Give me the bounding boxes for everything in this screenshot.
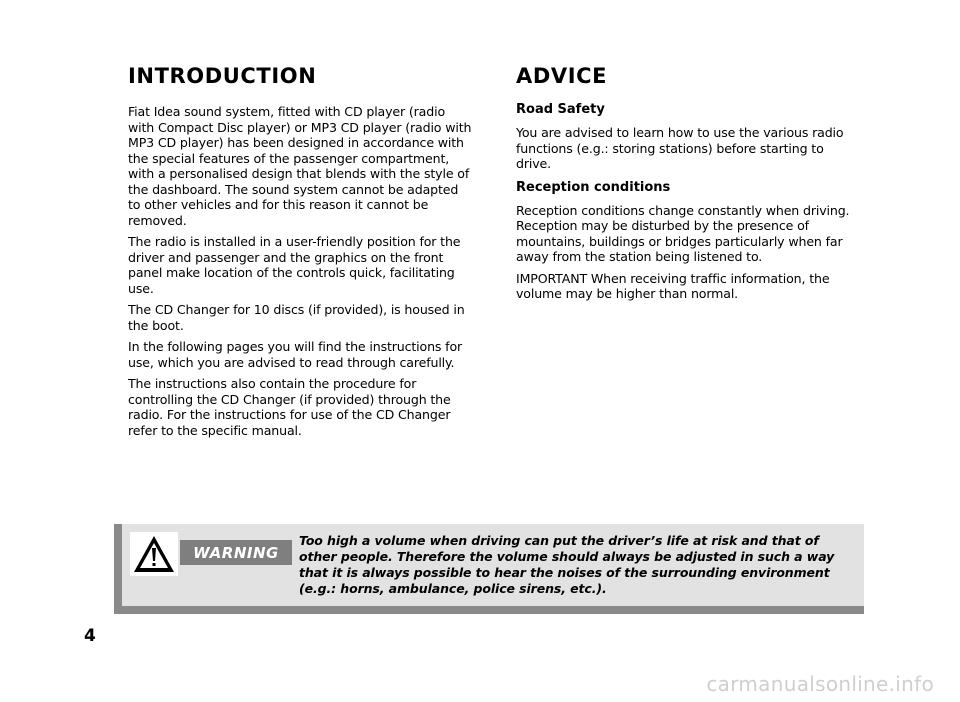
advice-heading: ADVICE: [516, 64, 608, 88]
road-safety-text: You are advised to learn how to use the various radio functions (e.g.: storing stations) before starting to drive.: [516, 125, 844, 171]
warning-triangle-icon: [130, 532, 178, 576]
introduction-paragraph: The radio is installed in a user-friendly position for the driver and passenger and the graphics on the front panel make location of the controls quick, facilitating use.: [128, 234, 461, 296]
introduction-paragraph: The instructions also contain the procedure for controlling the CD Changer (if provided) through the radio. For the instructions for use of the CD Changer refer to the specific manual.: [128, 376, 451, 438]
introduction-heading: INTRODUCTION: [128, 64, 317, 88]
important-note: IMPORTANT When receiving traffic information, the volume may be higher than normal.: [516, 270, 830, 301]
watermark: carmanualsonline.info: [706, 672, 934, 696]
road-safety-title: Road Safety: [516, 102, 605, 117]
warning-box-edge: [114, 524, 122, 614]
warning-box-edge: [114, 606, 864, 614]
advice-section: [516, 62, 861, 308]
introduction-paragraph: The CD Changer for 10 discs (if provided), is housed in the boot.: [128, 302, 465, 333]
reception-title: Reception conditions: [516, 179, 671, 195]
introduction-section: [128, 62, 473, 444]
introduction-paragraph: In the following pages you will find the instructions for use, which you are advised to read through carefully.: [128, 339, 463, 370]
warning-label: WARNING: [180, 540, 292, 565]
warning-text: Too high a volume when driving can put the driver’s life at risk and that of other people. Therefore the volume should always be adjusted in such a way that it is always possible to hear the noises of the surrounding environment (e.g.: horns, ambulance, police sirens, etc.).: [299, 533, 835, 596]
introduction-paragraph: Fiat Idea sound system, fitted with CD player (radio with Compact Disc player) or MP3 CD player (radio with MP3 CD player) has been designed in accordance with the special features of the passenger compartment, with a personalised design that blends with the style of the dashboard. The sound system cannot be adapted to other vehicles and for this reason it cannot be removed.: [128, 104, 472, 228]
reception-text: Reception conditions change constantly when driving. Reception may be disturbed by the presence of mountains, buildings or bridges particularly when far away from the station being listened to.: [516, 202, 850, 264]
page-number: 4: [84, 626, 96, 646]
